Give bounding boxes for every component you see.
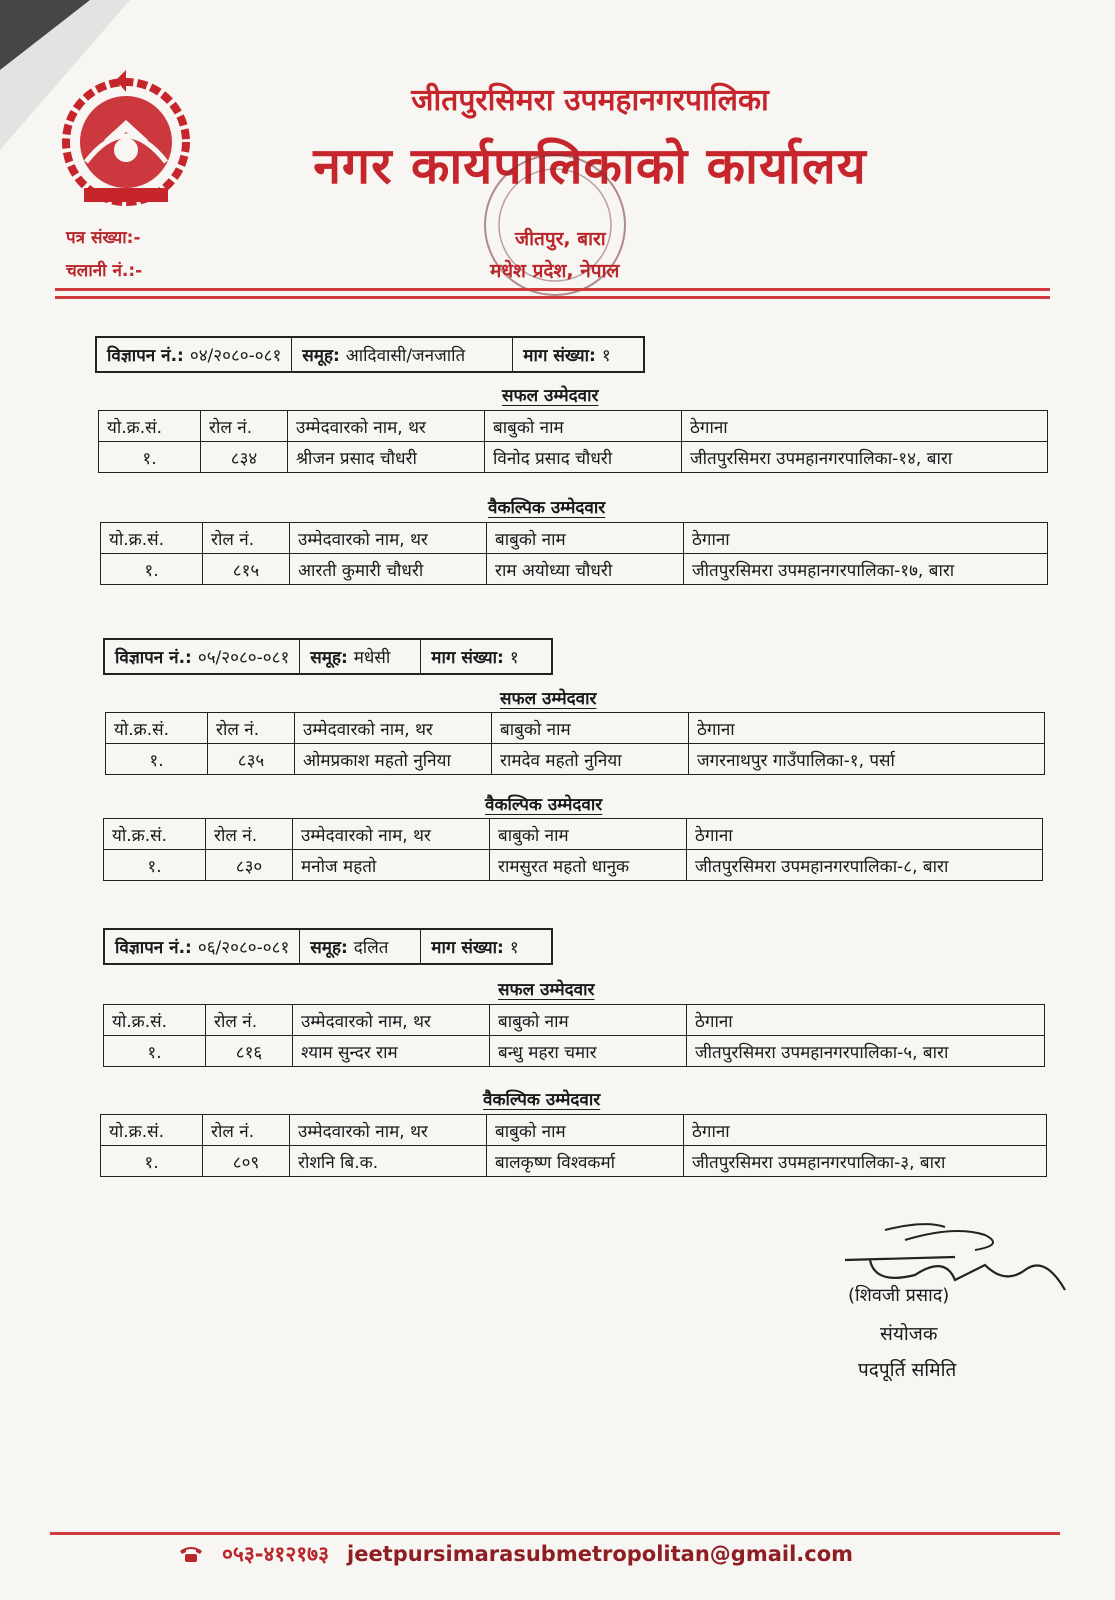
col-father: बाबुको नाम [490, 1005, 687, 1036]
table-header-row [104, 819, 1043, 850]
cell-father: बालकृष्ण विश्वकर्मा [487, 1146, 684, 1177]
successful-title: सफल उम्मेदवार [502, 386, 599, 406]
cell-sn: १. [104, 1036, 206, 1067]
demand-value: १ [509, 938, 519, 958]
col-sn: यो.क्र.सं. [104, 1005, 206, 1036]
cell-address: जीतपुरसिमरा उपमहानगरपालिका-५, बारा [687, 1036, 1045, 1067]
cell-roll: ८३४ [201, 442, 288, 473]
province-name: मधेश प्रदेश, नेपाल [490, 260, 620, 282]
demand-cell [421, 640, 551, 673]
col-father: बाबुको नाम [487, 1115, 684, 1146]
col-name: उम्मेदवारको नाम, थर [290, 1115, 487, 1146]
col-roll: रोल नं. [206, 819, 293, 850]
cell-address: जगरनाथपुर गाउँपालिका-१, पर्सा [689, 744, 1045, 775]
cell-address: जीतपुरसिमरा उपमहानगरपालिका-१४, बारा [682, 442, 1048, 473]
col-address: ठेगाना [684, 523, 1048, 554]
alternate-table-2 [103, 818, 1043, 881]
group-label: समूह: [302, 346, 340, 366]
cell-name: मनोज महतो [293, 850, 490, 881]
cell-sn: १. [104, 850, 206, 881]
col-sn: यो.क्र.सं. [101, 523, 203, 554]
group-cell [300, 640, 421, 673]
cell-father: राम अयोध्या चौधरी [487, 554, 684, 585]
adv-header-1 [95, 336, 645, 373]
signatory-name: (शिवजी प्रसाद) [848, 1285, 950, 1306]
alternate-title: वैकल्पिक उम्मेदवार [488, 498, 606, 518]
cell-roll: ८१५ [203, 554, 290, 585]
cell-name: आरती कुमारी चौधरी [290, 554, 487, 585]
group-label: समूह: [310, 938, 348, 958]
col-roll: रोल नं. [208, 713, 295, 744]
alternate-table-1 [100, 522, 1048, 585]
cell-father: रामदेव महतो नुनिया [492, 744, 689, 775]
cell-name: श्रीजन प्रसाद चौधरी [288, 442, 485, 473]
col-sn: यो.क्र.सं. [101, 1115, 203, 1146]
alternate-table-3 [100, 1114, 1047, 1177]
col-roll: रोल नं. [203, 1115, 290, 1146]
place-name: जीतपुर, बारा [515, 228, 606, 250]
group-value: मधेसी [353, 648, 391, 668]
municipality-title: जीतपुरसिमरा उपमहानगरपालिका [411, 83, 769, 118]
table-row [104, 1036, 1045, 1067]
demand-label: माग संख्या: [523, 346, 596, 366]
signatory-role: संयोजक [880, 1323, 938, 1345]
footer-phone: ०५३-४१२१७३ [222, 1542, 329, 1566]
col-address: ठेगाना [682, 411, 1048, 442]
cell-roll: ८१६ [206, 1036, 293, 1067]
table-row [101, 554, 1048, 585]
col-father: बाबुको नाम [490, 819, 687, 850]
alternate-title: वैकल्पिक उम्मेदवार [485, 795, 603, 815]
col-father: बाबुको नाम [487, 523, 684, 554]
office-title: नगर कार्यपालिकाको कार्यालय [313, 137, 867, 195]
col-roll: रोल नं. [206, 1005, 293, 1036]
scan-corner [0, 0, 90, 70]
col-roll: रोल नं. [203, 523, 290, 554]
nepal-emblem-icon [56, 70, 196, 210]
successful-title: सफल उम्मेदवार [498, 980, 595, 1000]
group-value: आदिवासी/जनजाति [345, 346, 466, 366]
group-label: समूह: [310, 648, 348, 668]
cell-name: ओमप्रकाश महतो नुनिया [295, 744, 492, 775]
successful-table-3 [103, 1004, 1045, 1067]
cell-roll: ८०९ [203, 1146, 290, 1177]
group-cell [300, 930, 421, 963]
adv-header-2 [103, 638, 553, 675]
cell-sn: १. [106, 744, 208, 775]
table-row [106, 744, 1045, 775]
footer-rule [50, 1532, 1060, 1535]
adv-no-value: ०६/२०८०-०८१ [197, 938, 290, 958]
signatory-committee: पदपूर्ति समिति [858, 1359, 957, 1381]
cell-sn: १. [99, 442, 201, 473]
demand-label: माग संख्या: [431, 648, 504, 668]
col-address: ठेगाना [687, 1005, 1045, 1036]
col-name: उम्मेदवारको नाम, थर [288, 411, 485, 442]
col-address: ठेगाना [687, 819, 1043, 850]
footer-contact [178, 1540, 853, 1568]
cell-roll: ८३० [206, 850, 293, 881]
col-sn: यो.क्र.सं. [104, 819, 206, 850]
group-value: दलित [353, 938, 389, 958]
successful-table-2 [105, 712, 1045, 775]
adv-no-label: विज्ञापन नं.: [115, 648, 192, 668]
col-name: उम्मेदवारको नाम, थर [293, 819, 490, 850]
cell-father: बन्धु महरा चमार [490, 1036, 687, 1067]
adv-no-value: ०४/२०८०-०८१ [189, 346, 282, 366]
demand-value: १ [509, 648, 519, 668]
header-rule-bottom [55, 296, 1050, 299]
cell-father: रामसुरत महतो धानुक [490, 850, 687, 881]
table-row [101, 1146, 1047, 1177]
col-name: उम्मेदवारको नाम, थर [293, 1005, 490, 1036]
cell-address: जीतपुरसिमरा उपमहानगरपालिका-३, बारा [684, 1146, 1047, 1177]
table-header-row [101, 1115, 1047, 1146]
col-name: उम्मेदवारको नाम, थर [295, 713, 492, 744]
cell-father: विनोद प्रसाद चौधरी [485, 442, 682, 473]
table-header-row [99, 411, 1048, 442]
table-row [99, 442, 1048, 473]
chalani-number-label: चलानी नं.:- [66, 261, 143, 281]
demand-cell [513, 338, 643, 371]
successful-table-1 [98, 410, 1048, 473]
adv-number-cell [105, 640, 300, 673]
col-address: ठेगाना [684, 1115, 1047, 1146]
demand-value: १ [601, 346, 611, 366]
table-row [104, 850, 1043, 881]
cell-roll: ८३५ [208, 744, 295, 775]
cell-sn: १. [101, 1146, 203, 1177]
cell-name: रोशनि बि.क. [290, 1146, 487, 1177]
adv-no-label: विज्ञापन नं.: [115, 938, 192, 958]
table-header-row [101, 523, 1048, 554]
col-father: बाबुको नाम [492, 713, 689, 744]
header-rule-top [55, 288, 1050, 291]
cell-sn: १. [101, 554, 203, 585]
footer-email[interactable]: jeetpursimarasubmetropolitan@gmail.com [347, 1542, 853, 1566]
cell-address: जीतपुरसिमरा उपमहानगरपालिका-८, बारा [687, 850, 1043, 881]
alternate-title: वैकल्पिक उम्मेदवार [483, 1090, 601, 1110]
adv-header-3 [103, 928, 553, 965]
adv-no-label: विज्ञापन नं.: [107, 346, 184, 366]
col-address: ठेगाना [689, 713, 1045, 744]
phone-icon [178, 1545, 204, 1563]
col-sn: यो.क्र.सं. [99, 411, 201, 442]
table-header-row [104, 1005, 1045, 1036]
adv-number-cell [97, 338, 292, 371]
group-cell [292, 338, 513, 371]
demand-label: माग संख्या: [431, 938, 504, 958]
col-name: उम्मेदवारको नाम, थर [290, 523, 487, 554]
demand-cell [421, 930, 551, 963]
col-roll: रोल नं. [201, 411, 288, 442]
table-header-row [106, 713, 1045, 744]
adv-no-value: ०५/२०८०-०८१ [197, 648, 290, 668]
adv-number-cell [105, 930, 300, 963]
successful-title: सफल उम्मेदवार [500, 689, 597, 709]
cell-address: जीतपुरसिमरा उपमहानगरपालिका-१७, बारा [684, 554, 1048, 585]
patra-sankhya-label: पत्र संख्या:- [66, 228, 141, 248]
cell-name: श्याम सुन्दर राम [293, 1036, 490, 1067]
col-father: बाबुको नाम [485, 411, 682, 442]
col-sn: यो.क्र.सं. [106, 713, 208, 744]
